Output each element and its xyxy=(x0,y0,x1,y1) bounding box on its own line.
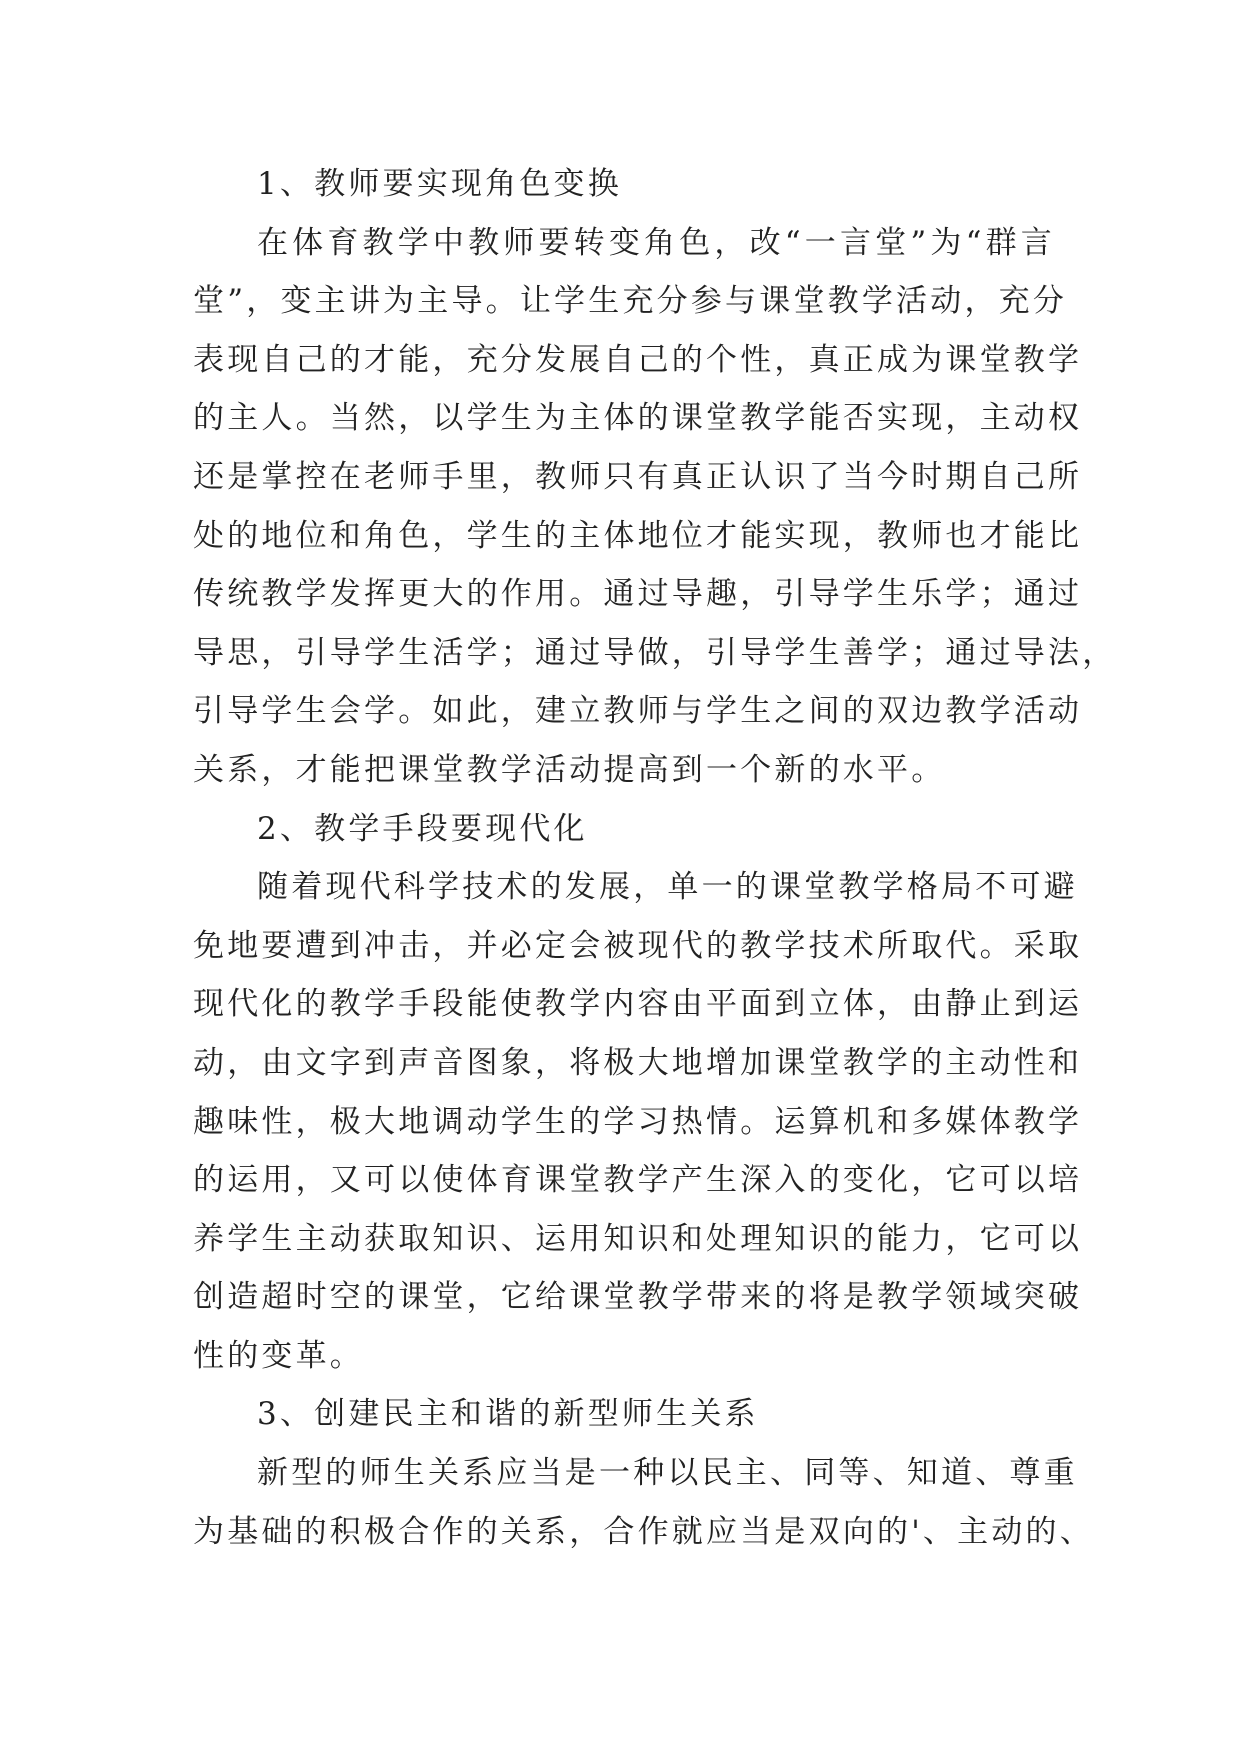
paragraph-line: 创造超时空的课堂，它给课堂教学带来的将是教学领域突破 xyxy=(193,1279,1083,1316)
paragraph-line: 表现自己的才能，充分发展自己的个性，真正成为课堂教学 xyxy=(193,341,1083,378)
paragraph-line: 新型的师生关系应当是一种以民主、同等、知道、尊重 xyxy=(257,1455,1078,1492)
section-heading-line: 2、教学手段要现代化 xyxy=(257,810,588,847)
section-heading-line: 3、创建民主和谐的新型师生关系 xyxy=(257,1396,759,1433)
paragraph-line: 的运用，又可以使体育课堂教学产生深入的变化，它可以培 xyxy=(193,1162,1083,1199)
section-heading-line: 1、教师要实现角色变换 xyxy=(257,166,622,202)
paragraph-line: 引导学生会学。如此，建立教师与学生之间的双边教学活动 xyxy=(193,693,1083,730)
paragraph-line: 还是掌控在老师手里，教师只有真正认识了当今时期自己所 xyxy=(193,458,1083,495)
paragraph-line: 在体育教学中教师要转变角色，改“一言堂”为“群言 xyxy=(257,224,1055,261)
paragraph-line: 动，由文字到声音图象，将极大地增加课堂教学的主动性和 xyxy=(193,1044,1083,1081)
paragraph-line: 传统教学发挥更大的作用。通过导趣，引导学生乐学；通过 xyxy=(193,576,1083,613)
paragraph-line: 关系，才能把课堂教学活动提高到一个新的水平。 xyxy=(193,751,946,788)
paragraph-line: 的主人。当然，以学生为主体的课堂教学能否实现，主动权 xyxy=(193,400,1083,437)
paragraph-line: 处的地位和角色，学生的主体地位才能实现，教师也才能比 xyxy=(193,517,1083,554)
paragraph-line: 堂”，变主讲为主导。让学生充分参与课堂教学活动，充分 xyxy=(193,283,1068,320)
document-body xyxy=(193,155,1117,1561)
paragraph-line: 为基础的积极合作的关系，合作就应当是双向的'、主动的、 xyxy=(193,1513,1094,1550)
paragraph-line: 养学生主动获取知识、运用知识和处理知识的能力，它可以 xyxy=(193,1220,1083,1257)
paragraph-line: 导思，引导学生活学；通过导做，引导学生善学；通过导法， xyxy=(193,634,1117,671)
paragraph-line: 随着现代科学技术的发展，单一的课堂教学格局不可避 xyxy=(257,869,1078,906)
paragraph-line: 现代化的教学手段能使教学内容由平面到立体，由静止到运 xyxy=(193,986,1083,1023)
paragraph-line: 免地要遭到冲击，并必定会被现代的教学技术所取代。采取 xyxy=(193,927,1083,964)
paragraph-line: 性的变革。 xyxy=(193,1337,364,1374)
paragraph-line: 趣味性，极大地调动学生的学习热情。运算机和多媒体教学 xyxy=(193,1103,1083,1140)
